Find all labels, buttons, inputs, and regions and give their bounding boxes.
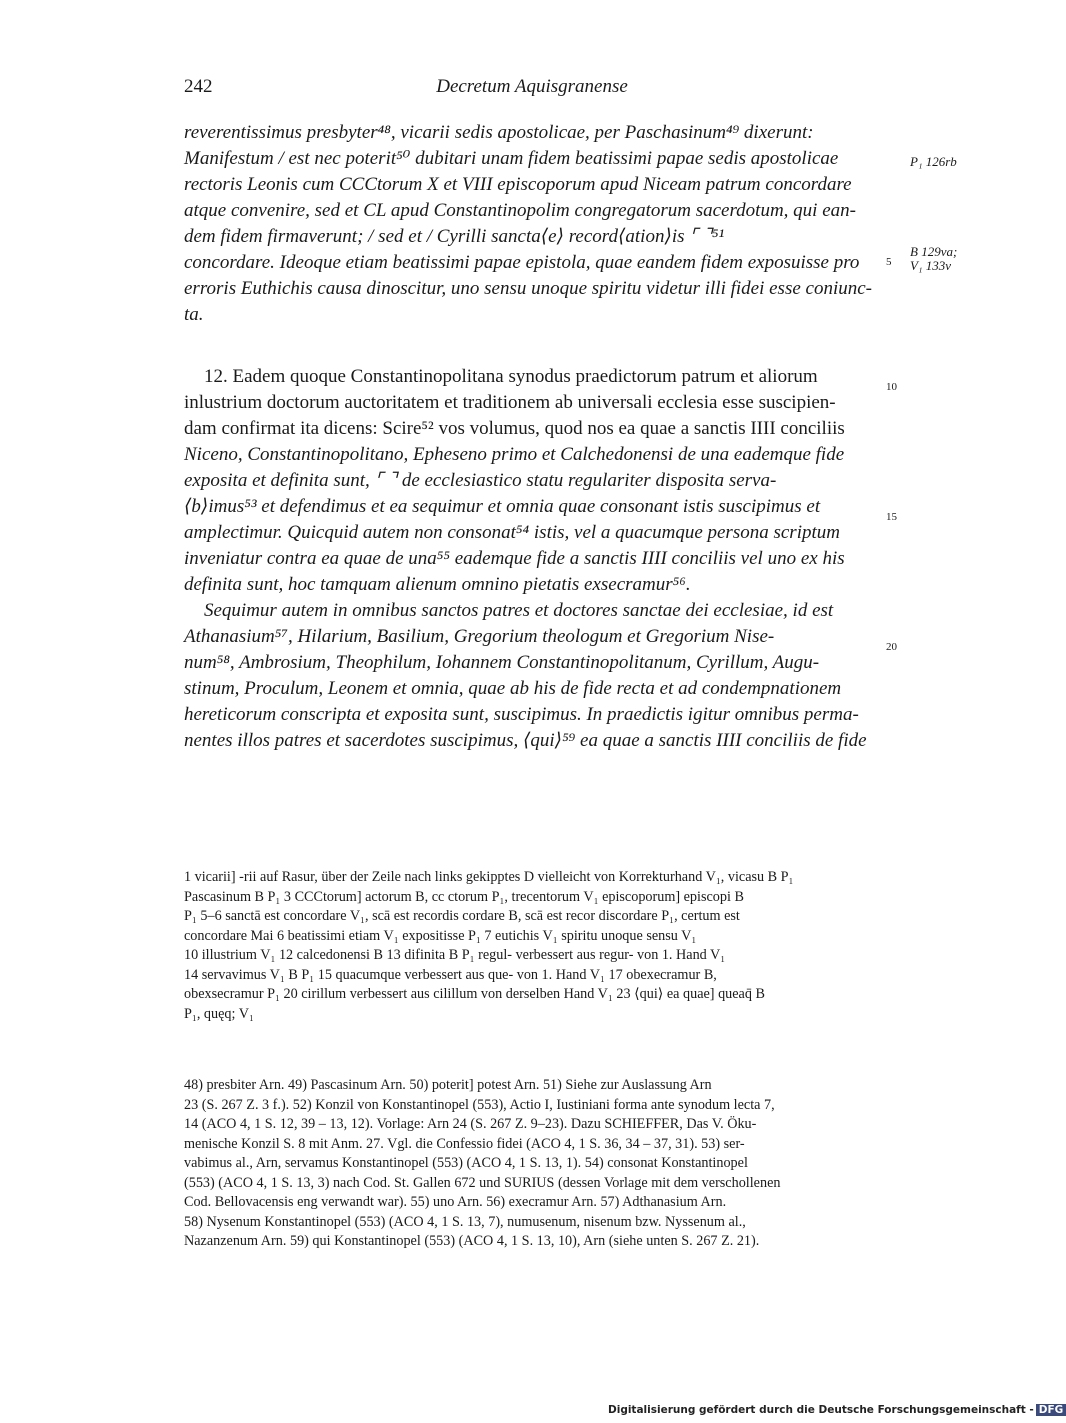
apparatus-line: obexsecramur P₁ 20 cirillum verbessert aus cilillum von derselben Hand V₁ 23 ⟨qui⟩ ea quae] queaq̄ B <box>184 986 765 1002</box>
footer-text: Digitalisierung gefördert durch die Deutsche Forschungsgemeinschaft - <box>608 1404 1034 1416</box>
text-line: ⟨b⟩imus⁵³ et defendimus et ea sequimur et omnia quae consonant istis suscipimus et <box>184 496 821 517</box>
apparatus-line: P₁ 5–6 sanctā est concordare V₁, scā est recordis cordare B, scā est recor discordare P₁, certum est <box>184 908 740 924</box>
dfg-logo: DFG <box>1036 1404 1066 1416</box>
text-line: Athanasium⁵⁷, Hilarium, Basilium, Gregorium theologum et Gregorium Nise- <box>184 626 775 647</box>
text-line: reverentissimus presbyter⁴⁸, vicarii sedis apostolicae, per Paschasinum⁴⁹ dixerunt: <box>184 122 814 143</box>
digitization-footer <box>608 1404 1064 1419</box>
text-line: amplectimur. Quicquid autem non consonat⁵⁴ istis, vel a quacumque persona scriptum <box>184 522 840 543</box>
margin-note: P₁ 126rb <box>910 154 957 169</box>
note-line: Nazanzenum Arn. 59) qui Konstantinopel (553) (ACO 4, 1 S. 13, 10), Arn (siehe unten S. 267 Z. 21). <box>184 1233 760 1249</box>
text-line: atque convenire, sed et CL apud Constantinopolim congregatorum sacerdotum, qui ean- <box>184 200 856 221</box>
apparatus-line: Pascasinum B P₁ 3 CCCtorum] actorum B, cc ctorum P₁, trecentorum V₁ episcoporum] episcopi B <box>184 888 744 905</box>
note-line: 48) presbiter Arn. 49) Pascasinum Arn. 50) poterit] potest Arn. 51) Siehe zur Auslassung Arn <box>184 1077 712 1093</box>
line-number: 5 <box>886 256 892 268</box>
text-line: dam confirmat ita dicens: Scire⁵² vos volumus, quod nos ea quae a sanctis IIII conciliis <box>184 418 845 439</box>
text-line: num⁵⁸, Ambrosium, Theophilum, Iohannem Constantinopolitanum, Cyrillum, Augu- <box>184 652 820 673</box>
apparatus-line: 1 vicarii] -rii auf Rasur, über der Zeile nach links gekipptes D vielleicht von Korrekturhand V₁, vicasu B P₁ <box>184 869 794 885</box>
text-line: ta. <box>184 304 204 325</box>
apparatus-line: concordare Mai 6 beatissimi etiam V₁ expositisse P₁ 7 eutichis V₁ spiritu unoque sensu V₁ <box>184 927 697 944</box>
text-line: hereticorum conscripta et exposita sunt, suscipimus. In praedictis igitur omnibus perma- <box>184 704 859 725</box>
text-line: 12. Eadem quoque Constantinopolitana synodus praedictorum patrum et aliorum <box>204 366 818 387</box>
text-line: dem fidem firmaverunt; / sed et / Cyrilli sancta⟨e⟩ record⟨ation⟩is ⌜ ⌝⁵¹ <box>184 226 725 247</box>
text-line: nentes illos patres et sacerdotes suscipimus, ⟨qui⟩⁵⁹ ea quae a sanctis IIII conciliis de fide <box>184 730 867 751</box>
text-line: inveniatur contra ea quae de una⁵⁵ eademque fide a sanctis IIII conciliis vel uno ex his <box>184 548 845 569</box>
text-line: stinum, Proculum, Leonem et omnia, quae ab his de fide recta et ad condempnationem <box>184 678 842 699</box>
apparatus-line: 10 illustrium V₁ 12 calcedonensi B 13 difinita B P₁ regul- verbessert aus regur- von 1. Hand V₁ <box>184 947 726 963</box>
margin-note: V₁ 133v <box>910 258 951 273</box>
text-line: concordare. Ideoque etiam beatissimi papae epistola, quae eandem fidem exposuisse pro <box>184 252 860 273</box>
apparatus-line: 14 servavimus V₁ B P₁ 15 quacumque verbessert aus que- von 1. Hand V₁ 17 obexecramur B, <box>184 966 717 983</box>
text-line: inlustrium doctorum auctoritatem et traditionem ab universali ecclesia esse suscipien- <box>184 392 836 413</box>
text-line: rectoris Leonis cum CCCtorum X et VIII episcoporum apud Niceam patrum concordare <box>184 174 852 195</box>
margin-note: B 129va; <box>910 244 958 259</box>
text-line: Niceno, Constantinopolitano, Epheseno primo et Calchedonensi de una eademque fide <box>184 444 845 465</box>
note-line: 23 (S. 267 Z. 3 f.). 52) Konzil von Konstantinopel (553), Actio I, Iustiniani forma ante synodum lecta 7, <box>184 1096 775 1113</box>
note-line: (553) (ACO 4, 1 S. 13, 3) nach Cod. St. Gallen 672 und SURIUS (dessen Vorlage mit dem verschollenen <box>184 1174 781 1191</box>
text-line: definita sunt, hoc tamquam alienum omnino pietatis exsecramur⁵⁶. <box>184 574 691 595</box>
text-line: exposita et definita sunt, ⌜ ⌝ de ecclesiastico statu regulariter disposita serva- <box>184 470 777 491</box>
note-line: 58) Nysenum Konstantinopel (553) (ACO 4, 1 S. 13, 7), numusenum, nisenum bzw. Nyssenum al., <box>184 1213 746 1230</box>
line-number: 20 <box>886 641 897 653</box>
note-line: menische Konzil S. 8 mit Anm. 27. Vgl. die Confessio fidei (ACO 4, 1 S. 36, 34 – 37, 31). 53) ser- <box>184 1135 745 1152</box>
note-line: 14 (ACO 4, 1 S. 12, 39 – 13, 12). Vorlage: Arn 24 (S. 267 Z. 9–23). Dazu SCHIEFFER, Das V. Öku- <box>184 1116 757 1132</box>
apparatus-line: P₁, quęq; V₁ <box>184 1005 254 1022</box>
running-title: Decretum Aquisgranense <box>436 76 628 97</box>
line-number: 10 <box>886 381 897 393</box>
text-line: Sequimur autem in omnibus sanctos patres et doctores sanctae dei ecclesiae, id est <box>204 600 834 621</box>
page-header <box>184 76 880 104</box>
line-number: 15 <box>886 511 897 523</box>
text-line: Manifestum / est nec poterit⁵⁰ dubitari unam fidem beatissimi papae sedis apostolicae <box>184 148 839 169</box>
page-number: 242 <box>184 76 213 97</box>
text-line: erroris Euthichis causa dinoscitur, uno sensu unoque spiritu videtur illi fidei esse coniunc- <box>184 278 872 299</box>
note-line: vabimus al., Arn, servamus Konstantinopel (553) (ACO 4, 1 S. 13, 1). 54) consonat Konstantinopel <box>184 1155 748 1171</box>
note-line: Cod. Bellovacensis eng verwandt war). 55) uno Arn. 56) execramur Arn. 57) Adthanasium Arn. <box>184 1194 727 1210</box>
